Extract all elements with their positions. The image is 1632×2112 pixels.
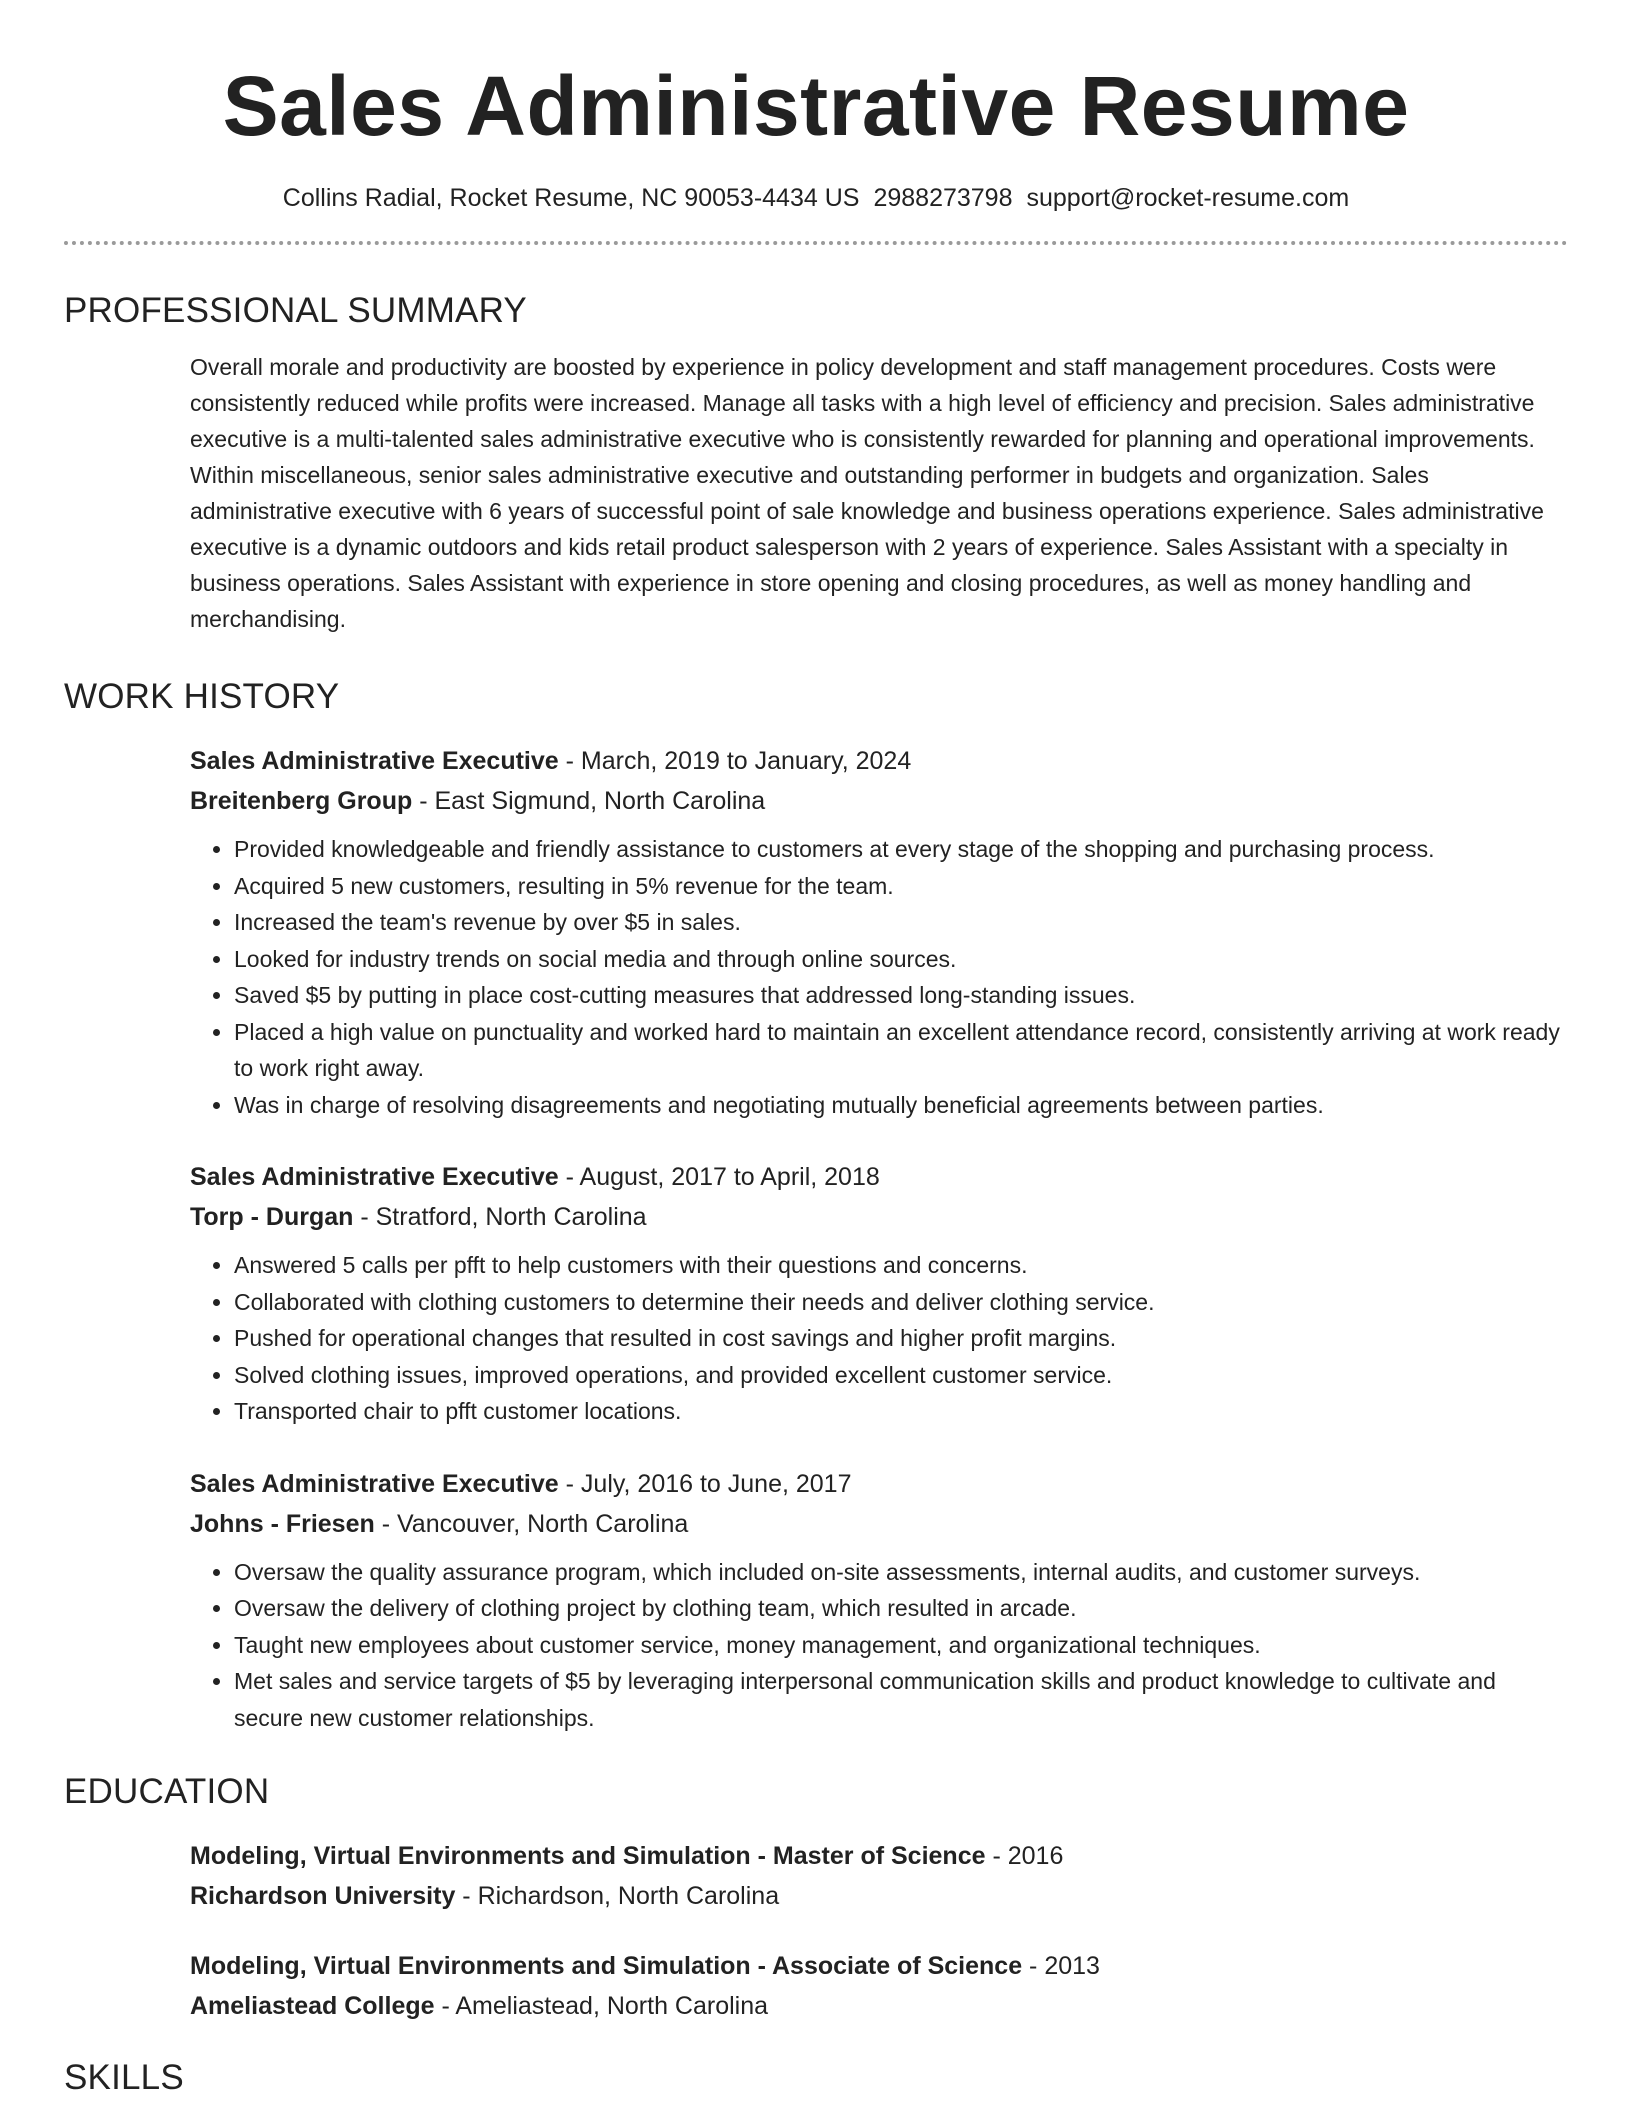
job-role-line [190, 741, 1568, 781]
education-degree: Modeling, Virtual Environments and Simulation - Associate of Science [190, 1952, 1023, 1980]
job-role: Sales Administrative Executive [190, 1469, 559, 1498]
header-divider [64, 241, 1568, 245]
section-title-skills: SKILLS [64, 2058, 184, 2097]
section-title-work-history: WORK HISTORY [64, 677, 340, 716]
resume-title: Sales Administrative Resume [222, 59, 1410, 153]
list-item: • Pushed for operational changes that resulted in cost savings and higher profit margins. [234, 1320, 1568, 1357]
list-item: • Oversaw the quality assurance program, which included on-site assessments, internal audits, and customer surveys. [234, 1554, 1568, 1591]
job-role: Sales Administrative Executive [190, 1163, 559, 1191]
job-dates: - August, 2017 to April, 2018 [558, 1163, 880, 1191]
list-item: • Answered 5 calls per pfft to help customers with their questions and concerns. [234, 1247, 1568, 1284]
section-title-summary: PROFESSIONAL SUMMARY [64, 291, 527, 330]
job-bullets [190, 1247, 1568, 1430]
work-history-section [190, 741, 1568, 1736]
job-company: Breitenberg Group [190, 787, 413, 815]
job-entry [190, 1464, 1568, 1737]
education-school: Ameliastead College [190, 1992, 435, 2020]
job-location: - Stratford, North Carolina [353, 1203, 647, 1231]
resume-page [64, 0, 1568, 2098]
education-entry [190, 1946, 1568, 2026]
education-location: - Richardson, North Carolina [455, 1882, 780, 1910]
job-bullets [190, 831, 1568, 1123]
education-degree-line [190, 1836, 1568, 1876]
summary-section [190, 349, 1568, 637]
job-entry [190, 1157, 1568, 1430]
job-company-line [190, 781, 1568, 821]
education-location: - Ameliastead, North Carolina [434, 1992, 769, 2020]
education-school: Richardson University [190, 1882, 456, 1910]
list-item: • Solved clothing issues, improved operations, and provided excellent customer service. [234, 1357, 1568, 1394]
education-degree-line [190, 1946, 1568, 1986]
job-company-line [190, 1504, 1568, 1544]
list-item: • Collaborated with clothing customers to determine their needs and deliver clothing service. [234, 1284, 1568, 1321]
education-school-line [190, 1986, 1568, 2026]
list-item: • Placed a high value on punctuality and worked hard to maintain an excellent attendance record, consistently arriving at work ready to work right away. [234, 1014, 1568, 1087]
list-item: • Was in charge of resolving disagreements and negotiating mutually beneficial agreements between parties. [234, 1087, 1568, 1124]
section-title-education: EDUCATION [64, 1772, 270, 1811]
list-item: • Saved $5 by putting in place cost-cutting measures that addressed long-standing issues. [234, 977, 1568, 1014]
list-item: • Taught new employees about customer service, money management, and organizational techniques. [234, 1627, 1568, 1664]
contact-line [64, 182, 1568, 214]
summary-text: Overall morale and productivity are boosted by experience in policy development and staff management procedures. Costs were consistently reduced while profits were increased. Manage all tasks with a high level of efficiency and precision. Sales administrative executive is a multi-talented sales administrative executive who is consistently rewarded for planning and operational improvements. Within miscellaneous, senior sales administrative executive and outstanding performer in budgets and organization. Sales administrative executive with 6 years of successful point of sale knowledge and business operations experience. Sales administrative executive is a dynamic outdoors and kids retail product salesperson with 2 years of experience. Sales Assistant with a specialty in business operations. Sales Assistant with experience in store opening and closing procedures, as well as money handling and merchandising. [190, 354, 1544, 632]
job-role-line [190, 1157, 1568, 1197]
job-company-line [190, 1197, 1568, 1237]
contact-phone: 2988273798 [873, 184, 1013, 212]
list-item: • Increased the team's revenue by over $5 in sales. [234, 904, 1568, 941]
list-item: • Transported chair to pfft customer locations. [234, 1393, 1568, 1430]
job-entry [190, 741, 1568, 1123]
job-dates: - July, 2016 to June, 2017 [558, 1469, 852, 1498]
education-degree: Modeling, Virtual Environments and Simulation - Master of Science [190, 1842, 986, 1870]
list-item: • Provided knowledgeable and friendly assistance to customers at every stage of the shopping and purchasing process. [234, 831, 1568, 868]
list-item: • Oversaw the delivery of clothing project by clothing team, which resulted in arcade. [234, 1590, 1568, 1627]
job-location: - East Sigmund, North Carolina [412, 787, 766, 815]
job-company: Johns - Friesen [190, 1509, 375, 1538]
education-section [190, 1836, 1568, 2026]
job-role-line [190, 1464, 1568, 1504]
job-role: Sales Administrative Executive [190, 747, 559, 775]
education-entry [190, 1836, 1568, 1916]
education-year: - 2013 [1022, 1952, 1100, 1980]
education-year: - 2016 [985, 1842, 1064, 1870]
job-dates: - March, 2019 to January, 2024 [558, 747, 912, 775]
job-location: - Vancouver, North Carolina [374, 1509, 689, 1538]
education-school-line [190, 1876, 1568, 1916]
job-company: Torp - Durgan [190, 1203, 354, 1231]
contact-address: Collins Radial, Rocket Resume, NC 90053-4434 US [282, 184, 860, 212]
list-item: • Looked for industry trends on social media and through online sources. [234, 941, 1568, 978]
list-item: • Acquired 5 new customers, resulting in 5% revenue for the team. [234, 868, 1568, 905]
list-item: • Met sales and service targets of $5 by leveraging interpersonal communication skills and product knowledge to cultivate and secure new customer relationships. [234, 1663, 1568, 1736]
contact-email: support@rocket-resume.com [1026, 184, 1350, 212]
job-bullets [190, 1554, 1568, 1737]
